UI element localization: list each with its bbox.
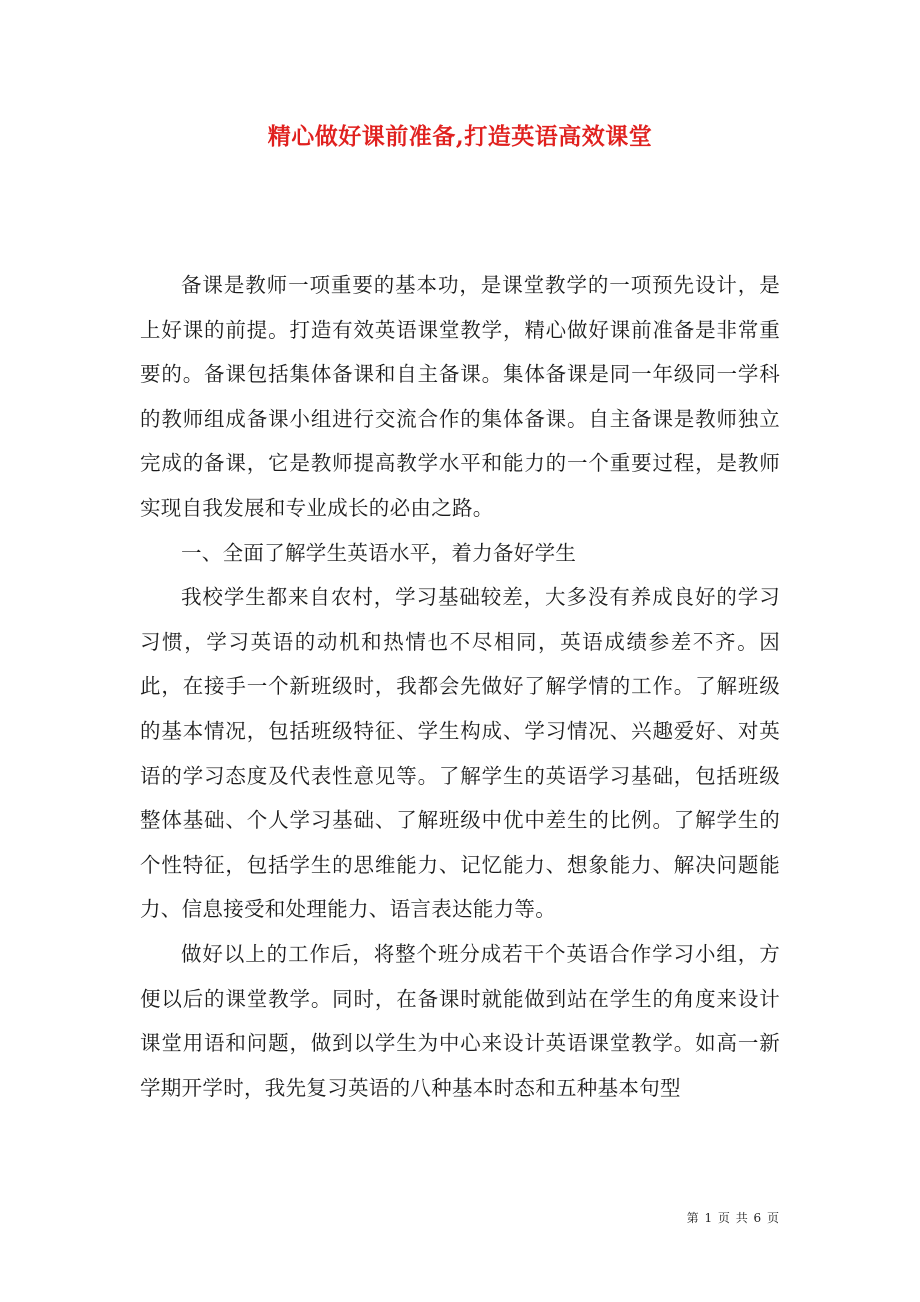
document-body (140, 263, 780, 1110)
paragraph-intro: 备课是教师一项重要的基本功，是课堂教学的一项预先设计，是上好课的前提。打造有效英语课堂教学，精心做好课前准备是非常重要的。备课包括集体备课和自主备课。集体备课是同一年级同一学科的教师组成备课小组进行交流合作的集体备课。自主备课是教师独立完成的备课，它是教师提高教学水平和能力的一个重要过程，是教师实现自我发展和专业成长的必由之路。 (140, 273, 780, 520)
page-number-footer: 第 1 页 共 6 页 (686, 1211, 780, 1225)
paragraph-students: 我校学生都来自农村，学习基础较差，大多没有养成良好的学习习惯，学习英语的动机和热情也不尽相同，英语成绩参差不齐。因此，在接手一个新班级时，我都会先做好了解学情的工作。了解班级的基本情况，包括班级特征、学生构成、学习情况、兴趣爱好、对英语的学习态度及代表性意见等。了解学生的英语学习基础，包括班级整体基础、个人学习基础、了解班级中优中差生的比例。了解学生的个性特征，包括学生的思维能力、记忆能力、想象能力、解决问题能力、信息接受和处理能力、语言表达能力等。 (140, 585, 780, 922)
document-title: 精心做好课前准备,打造英语高效课堂 (267, 123, 653, 150)
section-heading-1: 一、全面了解学生英语水平，着力备好学生 (181, 540, 577, 565)
paragraph-groups: 做好以上的工作后，将整个班分成若干个英语合作学习小组，方便以后的课堂教学。同时，在备课时就能做到站在学生的角度来设计课堂用语和问题，做到以学生为中心来设计英语课堂教学。如高一新学期开学时，我先复习英语的八种基本时态和五种基本句型 (140, 941, 780, 1100)
